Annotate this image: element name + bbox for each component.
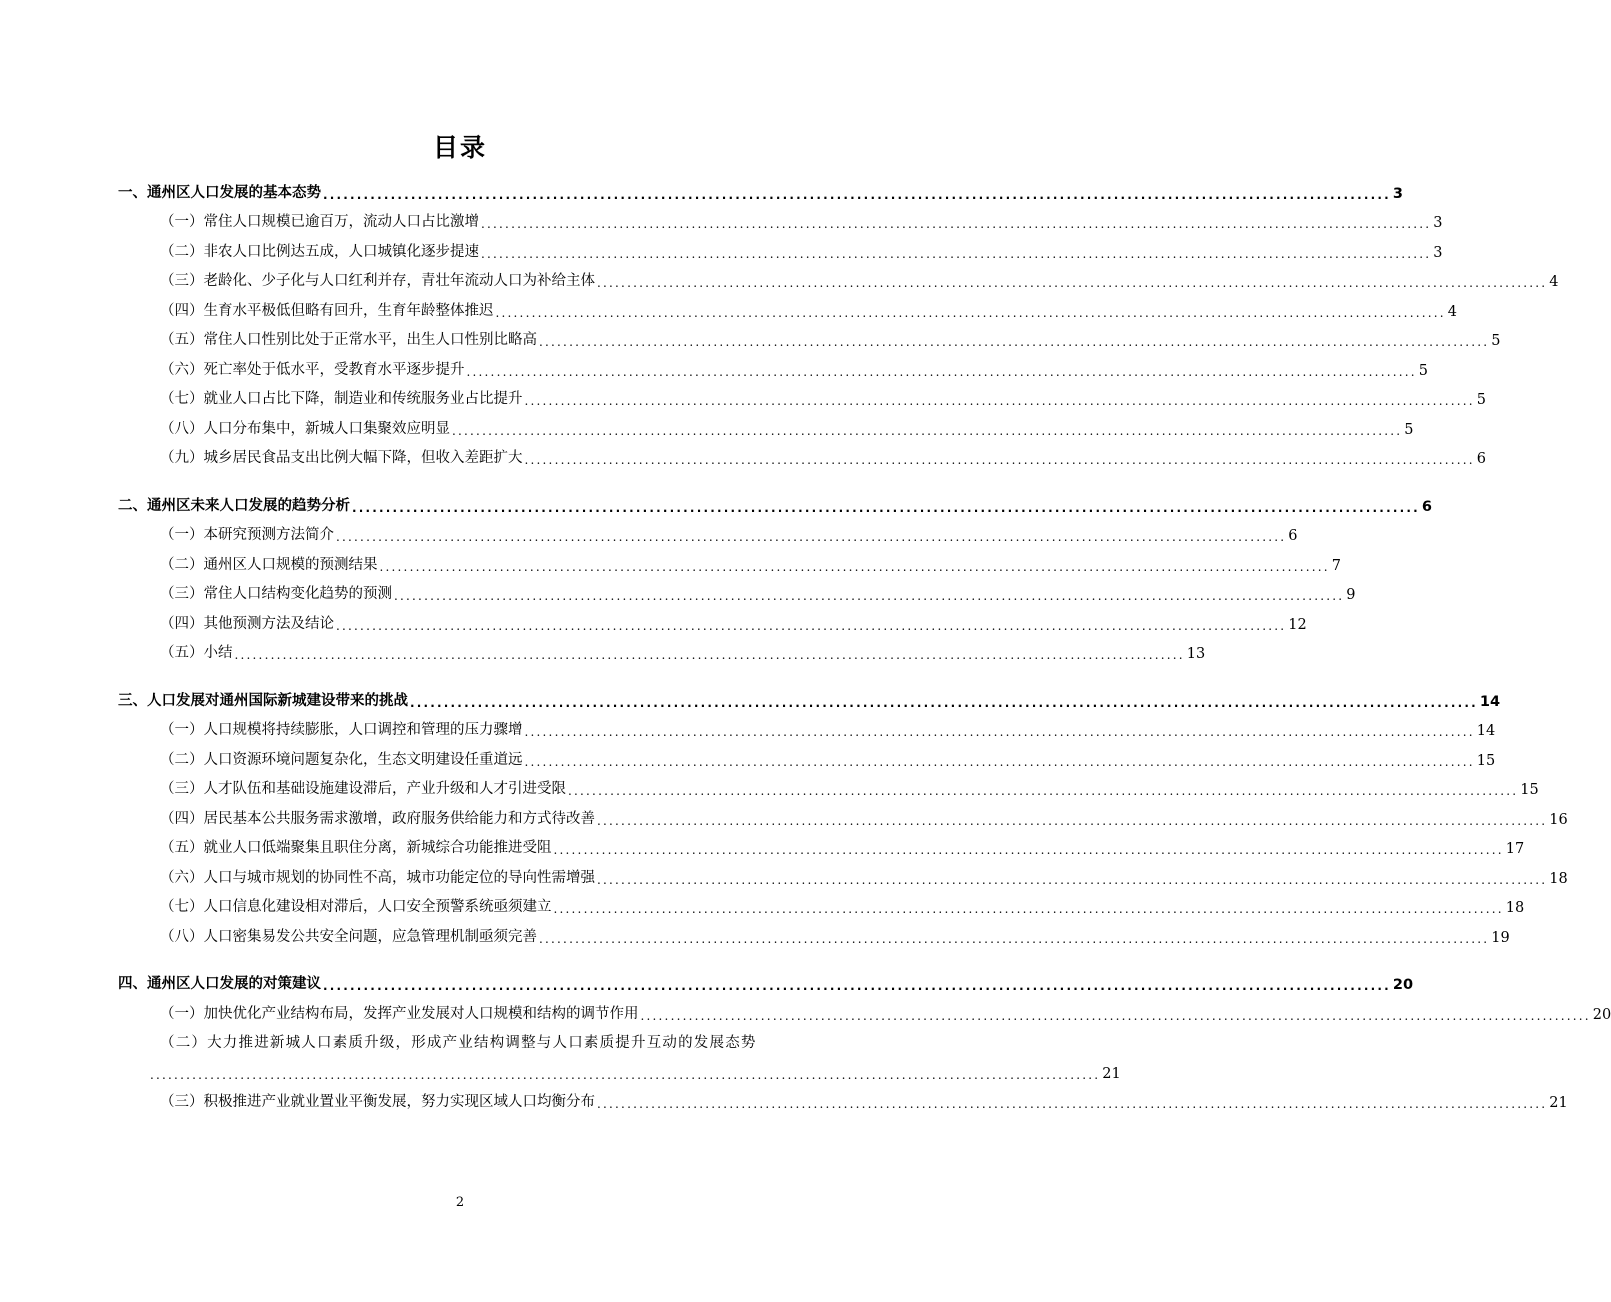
toc-heading[interactable]: 一、通州区人口发展的基本态势 .............................................................................................................................................................. 3 xyxy=(118,184,1403,202)
toc-entry[interactable]: （四）其他预测方法及结论 .............................................................................................................................................................. 12 xyxy=(160,615,1307,633)
toc-entry[interactable]: （七）就业人口占比下降，制造业和传统服务业占比提升 .............................................................................................................................................................. 5 xyxy=(160,391,1487,408)
toc-section-2 xyxy=(118,485,1432,662)
toc-entry[interactable]: （四）居民基本公共服务需求激增，政府服务供给能力和方式待改善 .............................................................................................................................................................. 16 xyxy=(160,810,1568,828)
toc-entry[interactable]: （八）人口密集易发公共安全问题，应急管理机制亟须完善 .............................................................................................................................................................. 19 xyxy=(160,928,1510,946)
toc-entry[interactable]: （二）非农人口比例达五成，人口城镇化逐步提速 .............................................................................................................................................................. 3 xyxy=(160,243,1443,261)
toc-entry[interactable]: （三）积极推进产业就业置业平衡发展，努力实现区域人口均衡分布 .............................................................................................................................................................. 21 xyxy=(160,1094,1568,1111)
toc-title: 目录 xyxy=(432,133,487,162)
toc-section-3 xyxy=(118,680,1568,946)
toc-entry-wrapped[interactable]: （二）大力推进新城人口素质升级，形成产业结构调整与人口素质提升互动的发展态势 xyxy=(160,1035,757,1051)
toc-heading[interactable]: 四、通州区人口发展的对策建议 .............................................................................................................................................................. 20 xyxy=(118,976,1414,993)
toc-entry[interactable]: （六）死亡率处于低水平，受教育水平逐步提升 .............................................................................................................................................................. 5 xyxy=(160,361,1429,379)
toc-entry[interactable]: （四）生育水平极低但略有回升，生育年龄整体推迟 .............................................................................................................................................................. 4 xyxy=(160,302,1458,320)
toc-entry[interactable]: （九）城乡居民食品支出比例大幅下降，但收入差距扩大 .............................................................................................................................................................. 6 xyxy=(160,450,1487,467)
toc-entry[interactable]: （三）常住人口结构变化趋势的预测 .............................................................................................................................................................. 9 xyxy=(160,586,1356,603)
toc-entry[interactable]: （七）人口信息化建设相对滞后，人口安全预警系统亟须建立 .............................................................................................................................................................. 18 xyxy=(160,899,1525,916)
toc-entry-wrapped-leader[interactable]: .............................................................................................................................................................. 21 xyxy=(150,1065,1121,1082)
toc-section-1 xyxy=(118,172,1559,467)
toc-heading[interactable]: 二、通州区未来人口发展的趋势分析 .............................................................................................................................................................. 6 xyxy=(118,497,1432,515)
toc-entry[interactable]: （八）人口分布集中，新城人口集聚效应明显 .............................................................................................................................................................. 5 xyxy=(160,420,1414,438)
toc-entry[interactable]: （三）老龄化、少子化与人口红利并存，青壮年流动人口为补给主体 .............................................................................................................................................................. 4 xyxy=(160,273,1559,290)
toc-entry[interactable]: （五）就业人口低端聚集且职住分离，新城综合功能推进受阻 .............................................................................................................................................................. 17 xyxy=(160,840,1525,857)
table-of-contents xyxy=(118,172,1611,1129)
toc-entry[interactable]: （一）加快优化产业结构布局，发挥产业发展对人口规模和结构的调节作用 .............................................................................................................................................................. 20 xyxy=(160,1005,1611,1023)
toc-entry[interactable]: （三）人才队伍和基础设施建设滞后，产业升级和人才引进受限 .............................................................................................................................................................. 15 xyxy=(160,781,1539,798)
toc-entry[interactable]: （一）人口规模将持续膨胀，人口调控和管理的压力骤增 .............................................................................................................................................................. 14 xyxy=(160,722,1496,739)
page-number: 2 xyxy=(455,1195,465,1210)
toc-entry[interactable]: （六）人口与城市规划的协同性不高，城市功能定位的导向性需增强 .............................................................................................................................................................. 18 xyxy=(160,869,1568,887)
toc-entry[interactable]: （二）人口资源环境问题复杂化，生态文明建设任重道远 .............................................................................................................................................................. 15 xyxy=(160,751,1496,769)
toc-entry[interactable]: （一）本研究预测方法简介 .............................................................................................................................................................. 6 xyxy=(160,527,1298,544)
toc-heading[interactable]: 三、人口发展对通州国际新城建设带来的挑战 .............................................................................................................................................................. 14 xyxy=(118,692,1501,710)
toc-entry[interactable]: （二）通州区人口规模的预测结果 .............................................................................................................................................................. 7 xyxy=(160,556,1342,574)
toc-entry[interactable]: （一）常住人口规模已逾百万，流动人口占比激增 .............................................................................................................................................................. 3 xyxy=(160,214,1443,231)
toc-section-4 xyxy=(118,964,1611,1112)
toc-entry[interactable]: （五）常住人口性别比处于正常水平，出生人口性别比略高 .............................................................................................................................................................. 5 xyxy=(160,332,1501,349)
toc-entry[interactable]: （五）小结 .............................................................................................................................................................. 13 xyxy=(160,645,1206,662)
